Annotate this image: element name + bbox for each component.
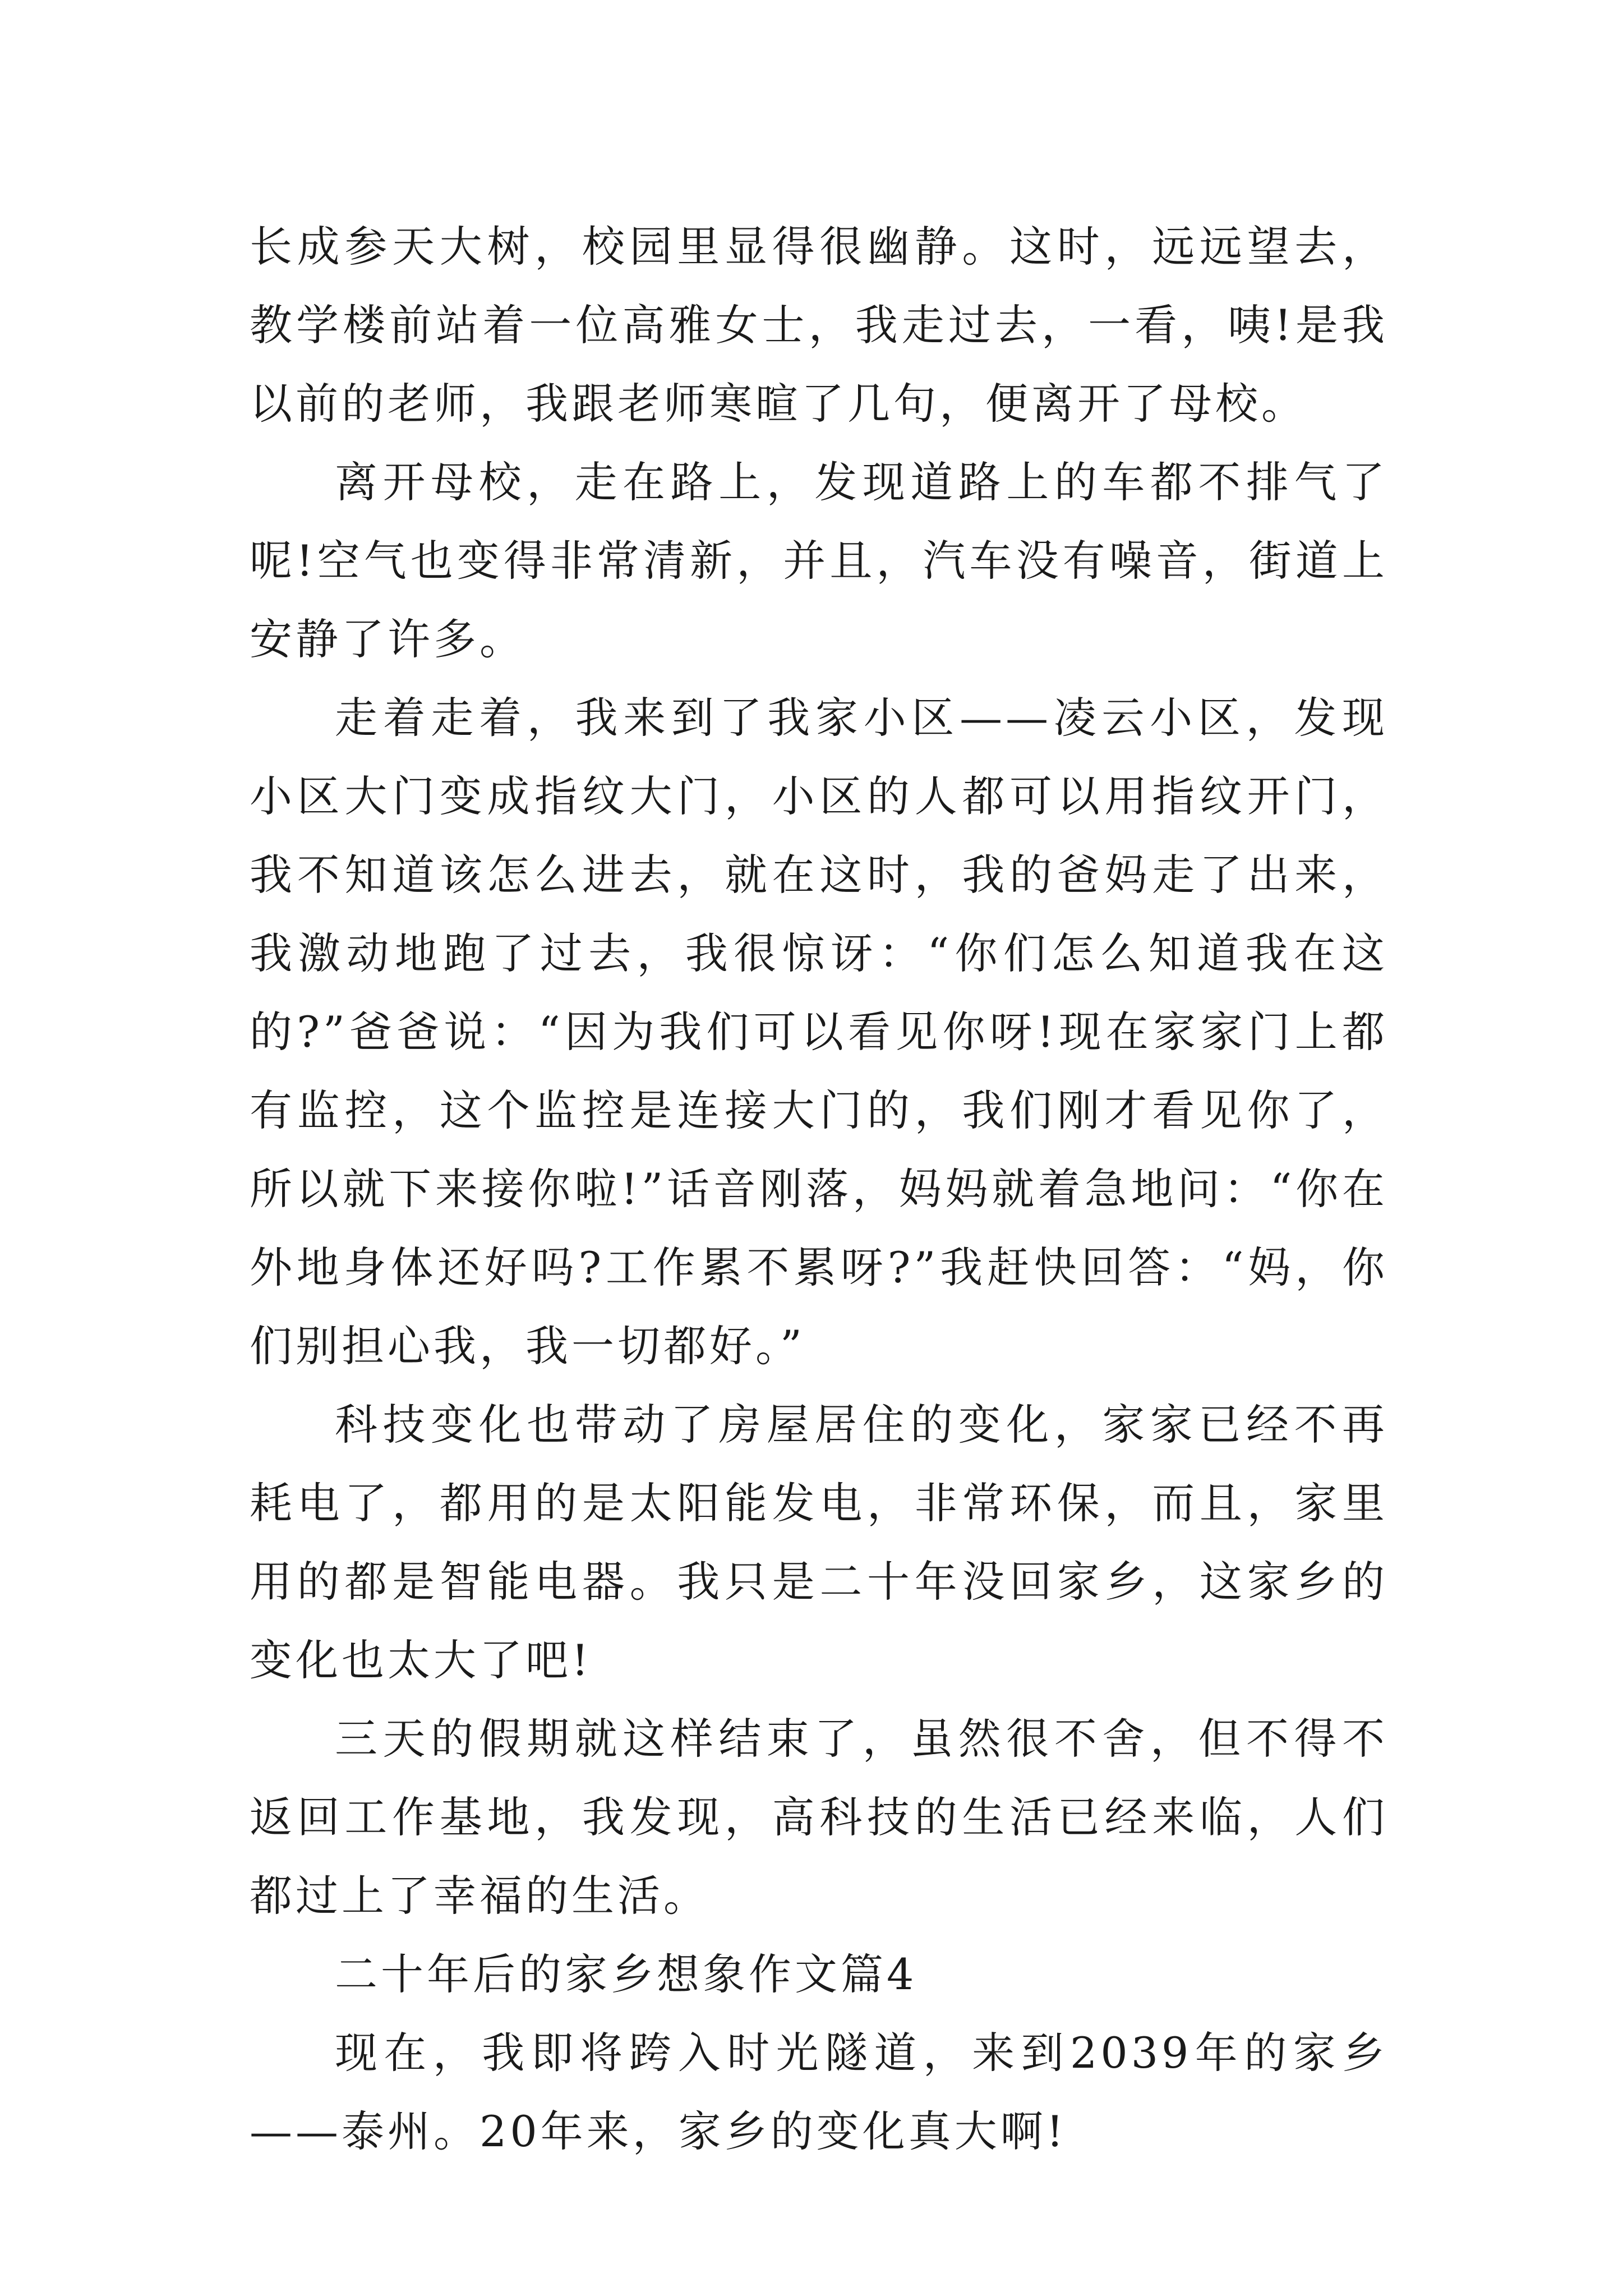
- paragraph-holiday-end: 三天的假期就这样结束了，虽然很不舍，但不得不返回工作基地，我发现，高科技的生活已经来临，人们都过上了幸福的生活。: [250, 1714, 1388, 1921]
- paragraph-continued: 长成参天大树，校园里显得很幽静。这时，远远望去，教学楼前站着一位高雅女士，我走过去，一看，咦!是我以前的老师，我跟老师寒暄了几句，便离开了母校。: [250, 222, 1388, 429]
- text-body: [250, 208, 1388, 2171]
- paragraph-leaving-school: 离开母校，走在路上，发现道路上的车都不排气了呢!空气也变得非常清新，并且，汽车没有噪音，街道上安静了许多。: [250, 457, 1388, 664]
- paragraph-housing-change: 科技变化也带动了房屋居住的变化，家家已经不再耗电了，都用的是太阳能发电，非常环保，而且，家里用的都是智能电器。我只是二十年没回家乡，这家乡的变化也太大了吧!: [250, 1400, 1388, 1685]
- paragraph-community-gate: 走着走着，我来到了我家小区——凌云小区，发现小区大门变成指纹大门，小区的人都可以用指纹开门，我不知道该怎么进去，就在这时，我的爸妈走了出来，我激动地跑了过去，我很惊讶：“你们怎么知道我在这的?”爸爸说：“因为我们可以看见你呀!现在家家门上都有监控，这个监控是连接大门的，我们刚才看见你了，所以就下来接你啦!”话音刚落，妈妈就着急地问：“你在外地身体还好吗?工作累不累呀?”我赶快回答：“妈，你们别担心我，我一切都好。”: [250, 693, 1388, 1371]
- paragraph-time-tunnel: 现在，我即将跨入时光隧道，来到2039年的家乡——泰州。20年来，家乡的变化真大啊!: [250, 2028, 1388, 2156]
- essay-heading: 二十年后的家乡想象作文篇4: [335, 1949, 917, 1999]
